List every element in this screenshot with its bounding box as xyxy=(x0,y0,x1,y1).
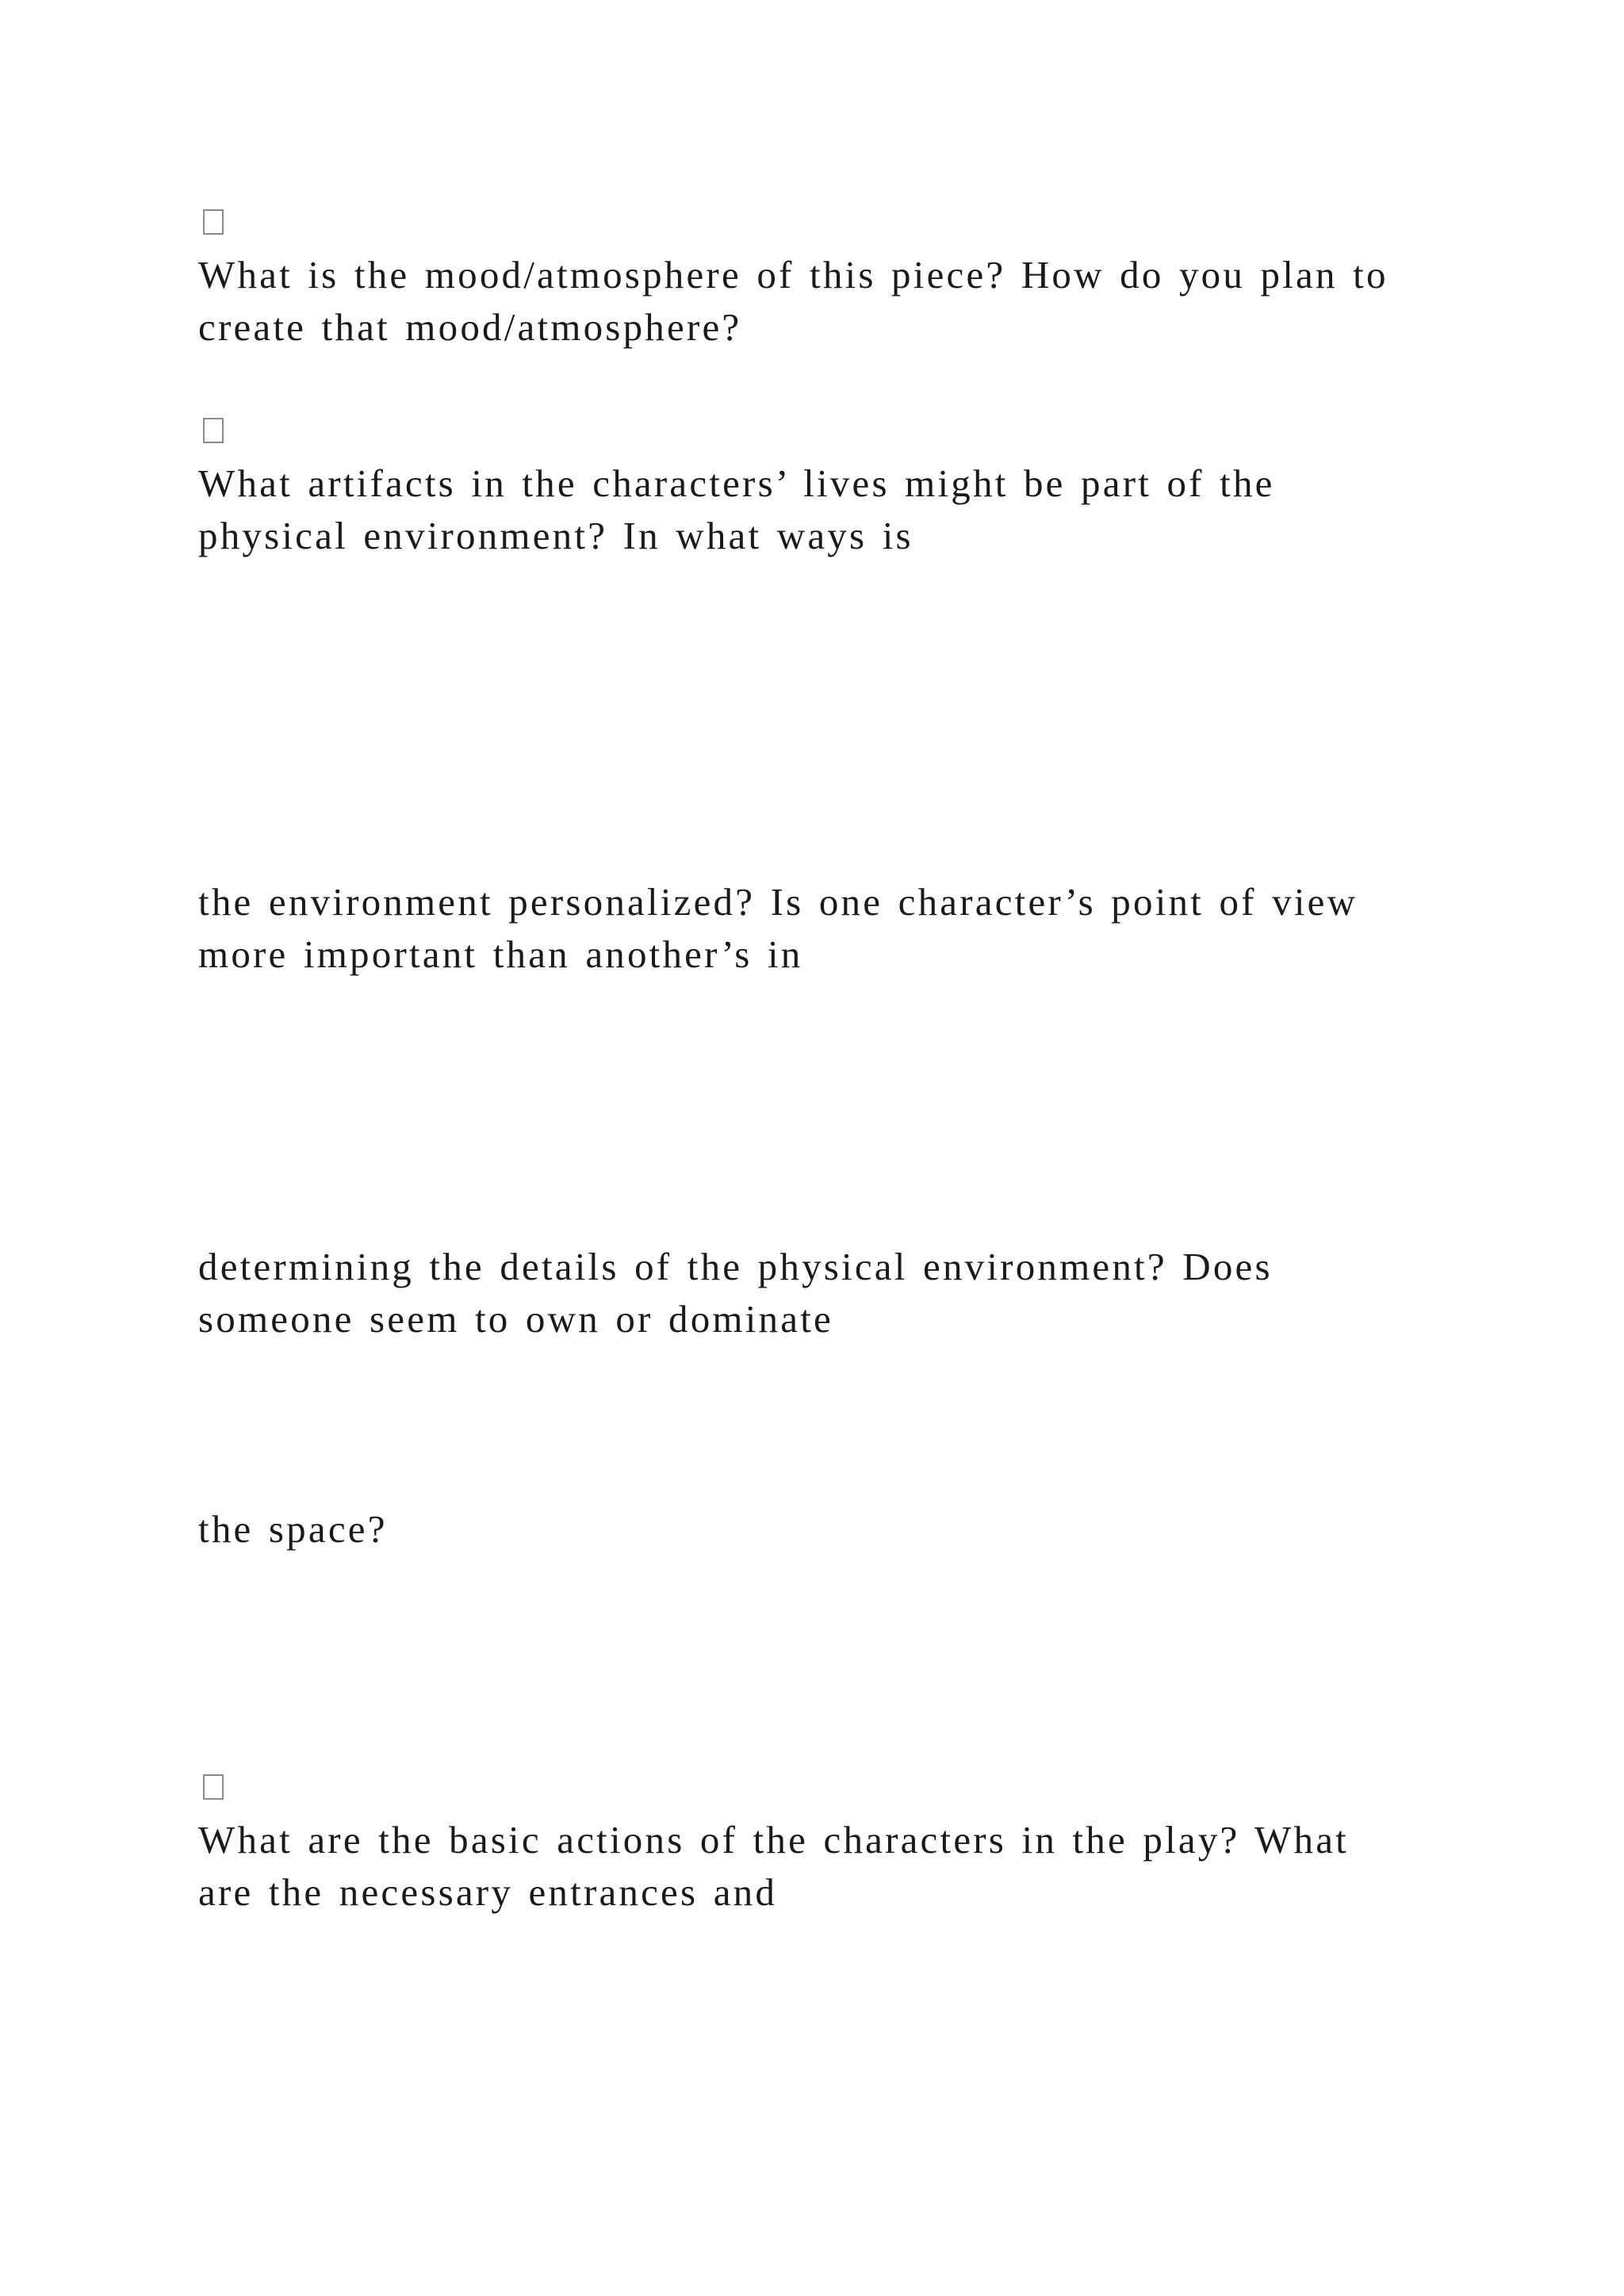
bullet-box-icon xyxy=(203,209,224,235)
paragraph-line: the environment personalized? Is one character’s point of view xyxy=(198,880,1358,924)
bullet-box-icon xyxy=(203,418,224,443)
paragraph-line: determining the details of the physical environment? Does xyxy=(198,1245,1273,1288)
paragraph-line: are the necessary entrances and xyxy=(198,1870,778,1914)
paragraph-line: What are the basic actions of the characters in the play? What xyxy=(198,1818,1349,1862)
paragraph-line: create that mood/atmosphere? xyxy=(198,305,742,349)
paragraph-line: the space? xyxy=(198,1507,388,1551)
paragraph-line: What artifacts in the characters’ lives might be part of the xyxy=(198,461,1275,505)
paragraph-line: someone seem to own or dominate xyxy=(198,1297,833,1341)
paragraph-line: physical environment? In what ways is xyxy=(198,514,914,557)
paragraph-line: more important than another’s in xyxy=(198,932,803,976)
bullet-box-icon xyxy=(203,1774,224,1800)
paragraph-line: What is the mood/atmosphere of this piece? How do you plan to xyxy=(198,253,1388,297)
